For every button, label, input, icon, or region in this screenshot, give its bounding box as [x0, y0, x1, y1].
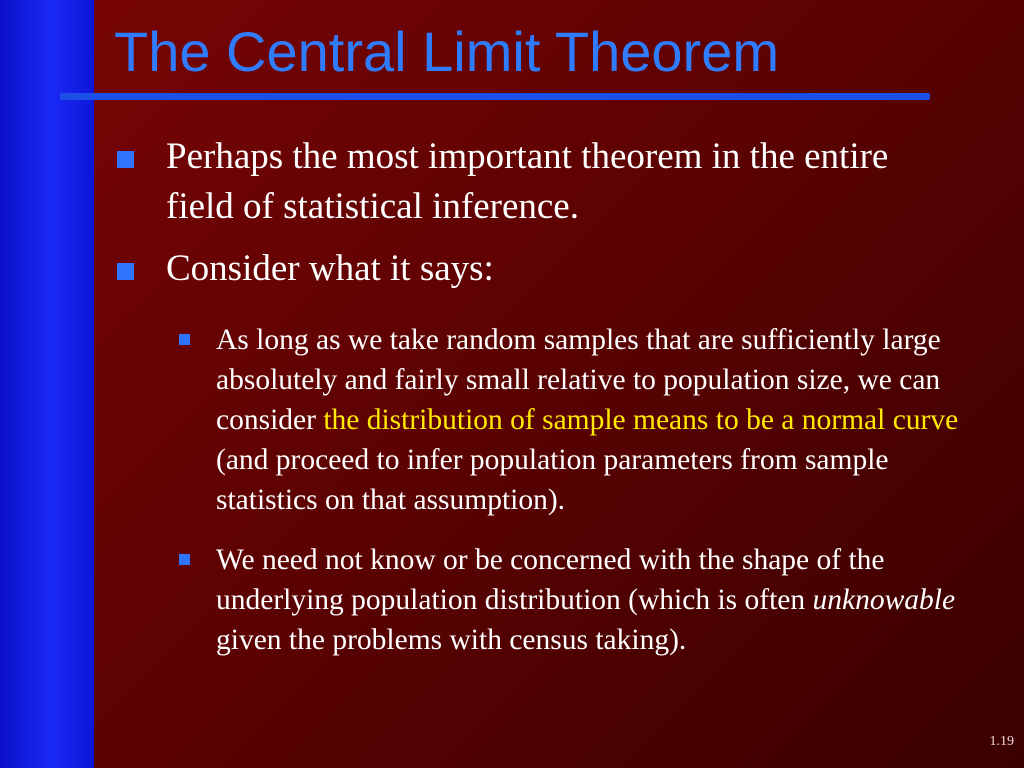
sub-bullet-text-end: (and proceed to infer population parameters from sample statistics on that assumption). [216, 444, 889, 516]
sub-bullet-item-1 [179, 320, 994, 520]
square-bullet-icon [117, 151, 134, 168]
bullet-text: Consider what it says: [166, 248, 494, 289]
slide-content [114, 132, 994, 680]
page-number: 1.19 [989, 734, 1014, 749]
emphasized-word: unknowable [812, 584, 956, 616]
title-underline-rule [60, 93, 930, 100]
sub-bullet-item-2 [179, 540, 994, 660]
sub-bullet-text [216, 540, 976, 660]
highlighted-phrase: the distribution of sample means to be a normal curve [323, 404, 959, 436]
sub-bullet-text-end: given the problems with census taking). [216, 624, 687, 656]
bullet-text: Perhaps the most important theorem in the entire field of statistical inference. [166, 136, 889, 227]
sub-bullet-text [216, 320, 976, 520]
square-bullet-icon [117, 263, 134, 280]
sub-bullet-text-start: We need not know or be concerned with the shape of the underlying population distribution (which is often [216, 544, 885, 616]
small-square-bullet-icon [179, 554, 190, 565]
bullet-item-1 [114, 132, 994, 232]
left-decorative-band [0, 0, 94, 768]
sub-bullet-text-start: As long as we take random samples that are sufficiently large absolutely and fairly small relative to population size, we can consider [216, 324, 941, 436]
slide-title: The Central Limit Theorem [114, 20, 779, 83]
small-square-bullet-icon [179, 334, 190, 345]
bullet-item-2 [114, 244, 994, 294]
